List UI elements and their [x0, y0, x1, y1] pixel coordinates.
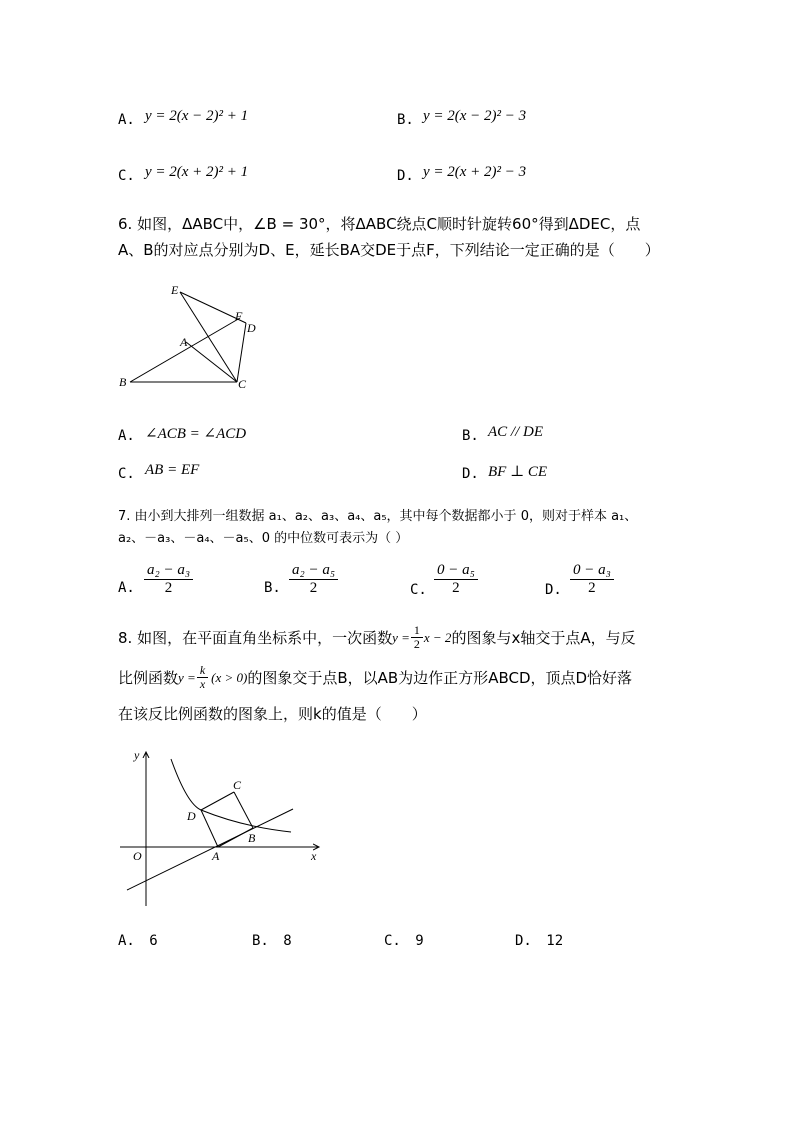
q6-label-e: E: [171, 283, 179, 297]
q8-option-d: [515, 933, 563, 949]
q7-option-b-label: B.: [264, 580, 281, 596]
q5-option-d-expr: y = 2(x + 2)² − 3: [423, 164, 527, 180]
q5-option-b-expr: y = 2(x − 2)² − 3: [423, 108, 527, 124]
q8-option-b-label: B.: [252, 933, 269, 949]
q5-option-c-expr: y = 2(x + 2)² + 1: [145, 164, 249, 180]
q8-option-d-label: D.: [515, 933, 532, 949]
q8-coordinate-figure: [115, 742, 330, 910]
q8-line1-prefix: 8. 如图，在平面直角坐标系中，一次函数: [118, 629, 393, 647]
q6-label-f: F: [235, 309, 243, 323]
q7-option-d-label: D.: [545, 582, 562, 598]
q8-square-side-bc: [234, 792, 253, 828]
q8-option-a: [118, 933, 158, 949]
q8-option-b-value: 8: [283, 933, 292, 949]
q6-text-line2: A、B的对应点分别为D、E，延长BA交DE于点F，下列结论一定正确的是（ ）: [118, 241, 660, 259]
q8-line2-y: y =: [178, 669, 196, 685]
q7-text-line2: a₂、－a₃、－a₄、－a₅、0 的中位数可表示为（ ）: [118, 531, 409, 546]
q7-option-a-fraction: [144, 562, 193, 597]
q6-triangle-figure: [110, 280, 270, 395]
q8-label-c: C: [233, 778, 242, 792]
q6-label-a: A: [180, 335, 188, 349]
q8-option-c-label: C.: [384, 933, 401, 949]
q5-option-d-label: D.: [397, 168, 414, 184]
q8-label-d: D: [187, 809, 196, 823]
q8-line1-frac-num: 1: [411, 624, 423, 638]
q6-option-a-label: A.: [118, 428, 135, 444]
q6-option-b-expr: AC // DE: [488, 424, 543, 440]
q8-line1-suffix: 的图象与x轴交于点A，与反: [451, 629, 636, 647]
q8-label-a: A: [212, 849, 220, 863]
q7-option-d-numerator: 0 − a₃: [570, 562, 614, 580]
q8-square-side-cd: [201, 792, 234, 810]
q8-line1-y: y =: [392, 629, 410, 645]
q5-option-a-label: A.: [118, 112, 135, 128]
q5-option-c-label: C.: [118, 168, 135, 184]
q8-line2-fraction: [197, 664, 208, 691]
q8-label-x: x: [311, 849, 317, 863]
q8-line2-frac-den: x: [199, 677, 206, 691]
q7-option-a-denominator: 2: [164, 580, 173, 596]
q8-label-y: y: [134, 748, 140, 762]
q8-linear-function-line: [127, 809, 293, 890]
q6-option-c-label: C.: [118, 466, 135, 482]
q8-label-b: B: [248, 831, 256, 845]
q6-segment-cd: [237, 323, 246, 382]
q6-option-b-label: B.: [462, 428, 479, 444]
q8-option-d-value: 12: [546, 933, 564, 949]
q6-label-b: B: [119, 375, 127, 389]
q6-option-d-expr: BF ⊥ CE: [488, 464, 548, 480]
q8-line2-suffix: 的图象交于点B，以AB为边作正方形ABCD，顶点D恰好落: [247, 669, 633, 687]
q7-option-b-fraction: [289, 562, 338, 597]
q8-option-a-label: A.: [118, 933, 135, 949]
q7-option-c-numerator: 0 − a₅: [434, 562, 478, 580]
q8-line1-fraction: [411, 624, 423, 651]
q8-text-line3: 在该反比例函数的图象上，则k的值是（ ）: [118, 705, 427, 723]
q8-option-c: [384, 933, 424, 949]
q7-option-c-label: C.: [410, 582, 427, 598]
q7-option-a-label: A.: [118, 580, 135, 596]
q6-label-c: C: [238, 377, 247, 391]
q5-option-a-expr: y = 2(x − 2)² + 1: [145, 108, 249, 124]
q7-option-b-numerator: a₂ − a₅: [289, 562, 338, 580]
q7-option-c-fraction: [434, 562, 478, 597]
q8-line2-condition: (x > 0): [211, 669, 248, 685]
q8-option-a-value: 6: [149, 933, 158, 949]
q7-option-d-denominator: 2: [588, 580, 596, 596]
q6-segment-bf: [130, 318, 240, 382]
q8-text-line2: [118, 664, 632, 691]
q8-option-b: [252, 933, 292, 949]
q6-segment-ca: [186, 342, 237, 382]
q7-option-d-fraction: [570, 562, 614, 597]
q7-text-line1: 7. 由小到大排列一组数据 a₁、a₂、a₃、a₄、a₅，其中每个数据都小于 0，则对于样本 a₁、: [118, 509, 638, 524]
q8-line2-frac-num: k: [197, 664, 208, 678]
q5-option-b-label: B.: [397, 112, 414, 128]
q7-option-a-numerator: a₂ − a₃: [144, 562, 193, 580]
q6-option-c-expr: AB = EF: [145, 462, 200, 478]
q8-text-line1: [118, 624, 636, 651]
q7-option-c-denominator: 2: [452, 580, 460, 596]
q8-option-c-value: 9: [415, 933, 424, 949]
q8-label-o: O: [133, 849, 142, 863]
q6-option-d-label: D.: [462, 466, 479, 482]
q8-line1-tail: x − 2: [423, 629, 452, 645]
q6-label-d: D: [247, 321, 256, 335]
q6-option-a-expr: ∠ACB = ∠ACD: [145, 426, 247, 442]
q8-line2-prefix: 比例函数: [118, 669, 179, 687]
q7-option-b-denominator: 2: [309, 580, 318, 596]
q6-text-line1: 6. 如图，ΔABC中，∠B = 30°，将ΔABC绕点C顺时针旋转60°得到ΔDEC，点: [118, 215, 641, 233]
q8-line1-frac-den: 2: [413, 637, 420, 651]
